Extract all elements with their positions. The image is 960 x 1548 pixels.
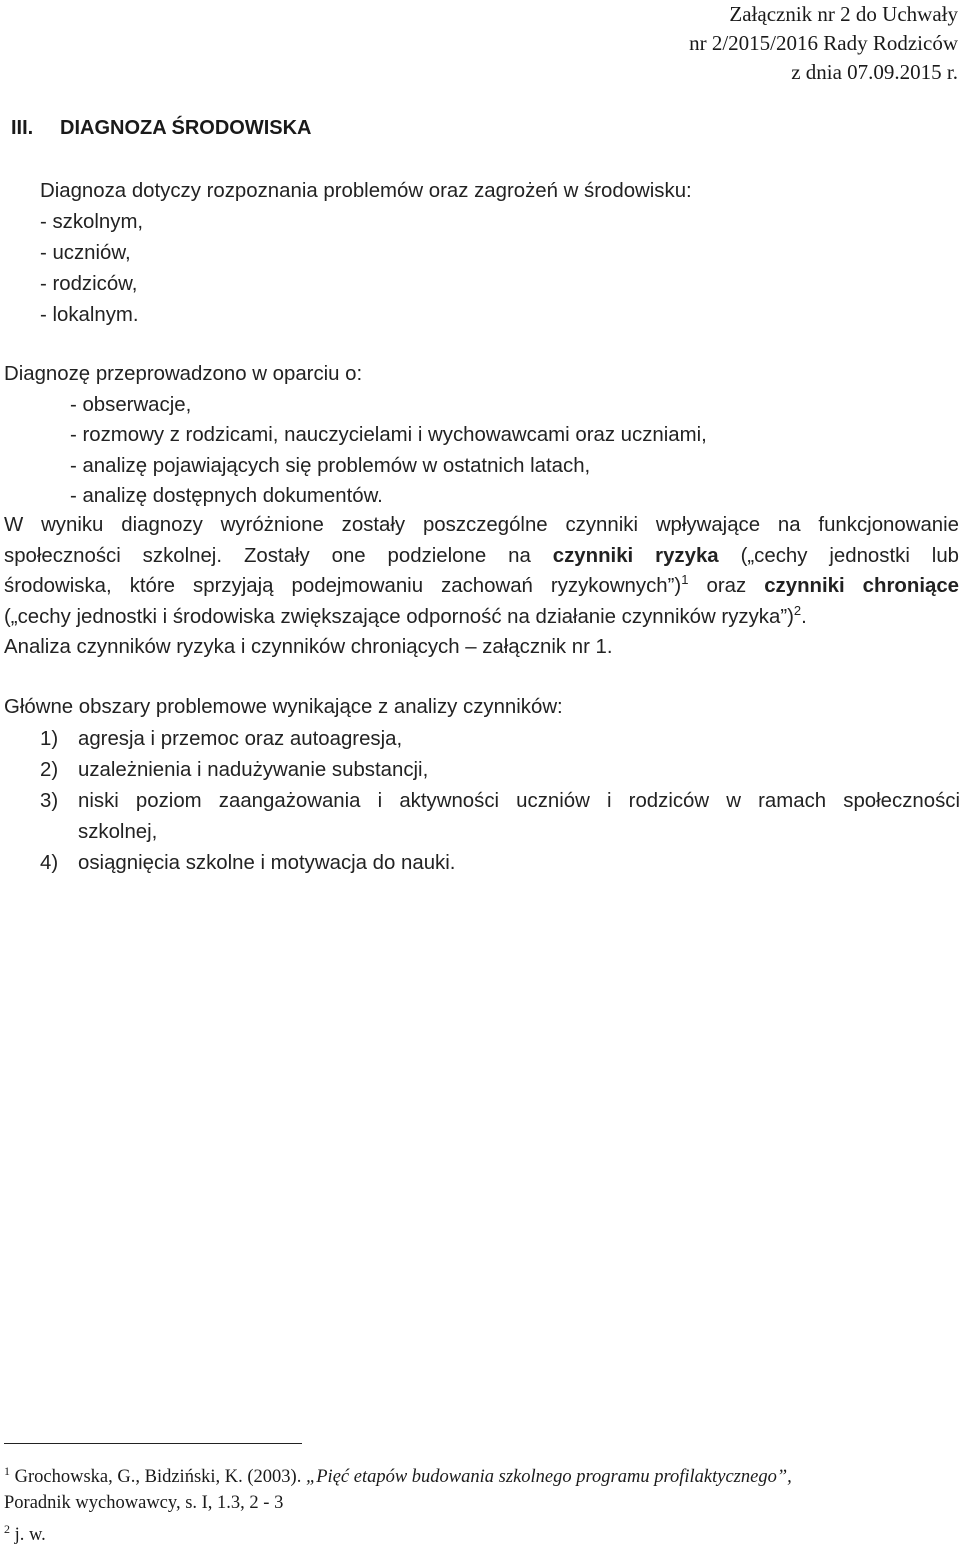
paragraph-line: [4, 510, 959, 541]
basis-item: - rozmowy z rodzicami, nauczycielami i wychowawcami oraz uczniami,: [70, 424, 707, 446]
diagnosis-paragraph: [4, 510, 959, 663]
list-number: 4): [40, 852, 59, 874]
header-line-3: z dnia 07.09.2015 r.: [791, 60, 958, 84]
footnote-text: Grochowska, G., Bidziński, K. (2003).: [10, 1467, 306, 1488]
list-text: szkolnej,: [78, 821, 158, 843]
paragraph-text: („cechy jednostki i środowiska zwiększające odporność na działanie czynników ryzyka”): [4, 605, 794, 628]
list-number: 3): [40, 790, 59, 812]
intro-block: [40, 176, 692, 331]
intro-item: - lokalnym.: [40, 304, 139, 326]
paragraph-text: („cechy jednostki lub: [718, 544, 960, 567]
paragraph-line: [4, 571, 959, 602]
list-item: [40, 848, 960, 879]
list-item: [40, 786, 960, 848]
problems-lead: Główne obszary problemowe wynikające z analizy czynników:: [4, 696, 563, 718]
footnote-separator: [4, 1443, 302, 1444]
footnote-number: 1: [4, 1464, 10, 1478]
header-line-2: nr 2/2015/2016 Rady Rodziców: [689, 31, 958, 55]
footnote-number: 2: [4, 1522, 10, 1537]
attachment-reference: Analiza czynników ryzyka i czynników chroniących – załącznik nr 1.: [4, 636, 613, 658]
paragraph-text: środowiska, które sprzyjają podejmowaniu zachowań ryzykownych”): [4, 575, 682, 597]
header-line-1: Załącznik nr 2 do Uchwały: [729, 2, 958, 26]
basis-item: - analizę pojawiających się problemów w ostatnich latach,: [70, 454, 591, 477]
paragraph-text: oraz: [688, 575, 765, 597]
list-text: agresja i przemoc oraz autoagresja,: [78, 728, 403, 750]
footnote-text: j. w.: [10, 1525, 46, 1546]
risk-factors-term: czynniki ryzyka: [552, 544, 719, 567]
footnote-ref-1: 1: [681, 572, 689, 588]
problems-list: [40, 724, 960, 879]
footnote-1: [4, 1458, 792, 1490]
paragraph-text: .: [801, 605, 807, 628]
section-number: III.: [11, 117, 34, 139]
intro-lead: Diagnoza dotyczy rozpoznania problemów oraz zagrożeń w środowisku:: [40, 180, 692, 202]
list-number: 1): [40, 728, 59, 750]
list-text: osiągnięcia szkolne i motywacja do nauki.: [78, 852, 456, 874]
list-item: [40, 755, 960, 786]
basis-lead: Diagnozę przeprowadzono w oparciu o:: [4, 363, 363, 385]
basis-item: - analizę dostępnych dokumentów.: [70, 485, 383, 507]
paragraph-line: [4, 541, 959, 572]
list-text: niski poziom zaangażowania i aktywności uczniów i rodziców w ramach społeczności: [78, 790, 960, 812]
list-item: [40, 724, 960, 755]
paragraph-text: społeczności szkolnej. Zostały one podzielone na: [4, 544, 553, 567]
footnote-ref-2: 2: [793, 602, 802, 618]
section-heading: [11, 117, 311, 140]
paragraph-line: [4, 602, 959, 633]
intro-item: - szkolnym,: [40, 211, 144, 233]
footnote-2: [4, 1516, 792, 1548]
list-text: uzależnienia i nadużywanie substancji,: [78, 759, 429, 781]
basis-block: [4, 359, 707, 512]
protective-factors-term: czynniki chroniące: [764, 575, 960, 597]
paragraph-text: W wyniku diagnozy wyróżnione zostały poszczególne czynniki wpływające na funkcjonowanie: [4, 514, 959, 536]
footnote-title: „Pięć etapów budowania szkolnego programu profilaktycznego”,: [305, 1467, 792, 1488]
footnote-1-cont: Poradnik wychowawcy, s. I, 1.3, 2 - 3: [4, 1493, 284, 1514]
intro-item: - rodziców,: [40, 273, 138, 295]
footnotes: [4, 1458, 792, 1548]
basis-item: - obserwacje,: [70, 393, 192, 416]
list-number: 2): [40, 759, 59, 781]
paragraph-line: [4, 632, 959, 663]
section-title: DIAGNOZA ŚRODOWISKA: [60, 117, 312, 139]
intro-item: - uczniów,: [40, 242, 131, 264]
attachment-header: [689, 0, 958, 87]
